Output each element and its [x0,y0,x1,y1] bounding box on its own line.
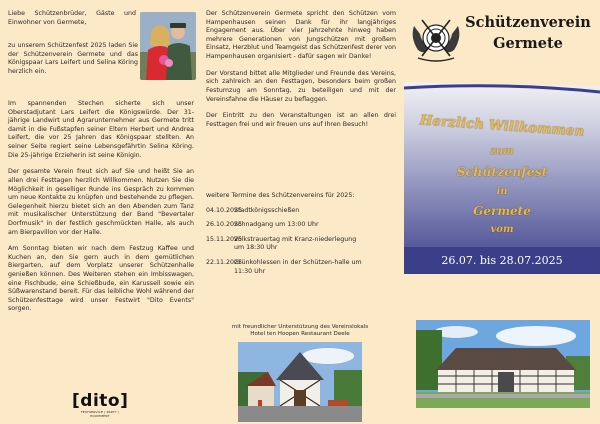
event-date: 22.11.2025 [206,258,243,266]
left-body-text [8,100,194,322]
club-name-line1: Schützenverein [465,14,591,31]
greeting-text: Liebe Schützenbrüder, Gäste und Einwohner von Germete, [8,10,136,26]
welcome-vom: vom [490,224,514,235]
paragraph: Der gesamte Verein freut sich auf Sie und heißt Sie an allen drei Festtagen herzlich Willkommen. Nutzen Sie die Möglichkeit in geselliger Runde ins Gespräch zu kommen um neue Kontakte zu knüpfen und bestehende zu pflegen. Gelegenheit hierzu bietet sich an den Abenden zum Tanz mit musikalischer Unterstützung der Band "Bevertaler Dorfmusik" in der festlich geschmückten Halle, als auch am Bierpavillon vor der Halle. [8,168,194,236]
hotel-photo [238,342,362,422]
event-row [206,207,396,216]
event-text: Stadtkönigsschießen [234,206,300,214]
events-heading: weitere Termine des Schützenvereins für 2025: [206,192,355,199]
dito-logo-text: [dito] [72,391,129,411]
invitation [8,42,138,85]
place-name: Germete [473,204,531,218]
paragraph: Der Schützenverein Germete spricht den Schützen vom Hampenhausen seinen Dank für ihr langjähriges Engagement aus. Über vier Jahrzehnte hinweg haben mehrere Generationen von Jungschützen mit großem Einsatz, Herzblut und Teamgeist das Schützenfest derer von Hampenhausen organisiert - dafür sagen wir Danke! [206,10,396,60]
cover-panel [400,0,600,424]
festival-dates: 26.07. bis 28.07.2025 [404,247,600,274]
event-date: 04.10.2025 [206,206,243,214]
middle-body-text [206,10,396,138]
event-text: Grünkohlessen in der Schützen-halle um 11:30 Uhr [234,258,362,275]
paragraph: Der Eintritt zu den Veranstaltungen ist an allen drei Festtagen frei und wir freuen uns auf Ihren Besuch! [206,112,396,128]
dito-events-logo [72,393,128,417]
welcome-title: Herzlich Willkommen [419,112,585,140]
events-list [206,192,396,282]
support-line: mit freundlicher Unterstützung des Vereinslokals [231,324,369,330]
welcome-zum: zum [490,146,514,157]
event-row [206,221,396,230]
event-text: Volkstrauertag mit Kranz-niederlegung um 18:30 Uhr [234,235,357,252]
paragraph: Am Sonntag bieten wir nach dem Festzug Kaffee und Kuchen an, den Sie gern auch in dem gemütlichen Biergarten, auf dem Vorplatz unserer Schützenhalle genießen können. Des Weiteren stehen ein Imbisswagen, eine Fischbude, eine Schießbude, ein Karussell sowie ein Süßwarenstand bereit. Für das leibliche Wohl während der Schützenfesttage wird unser Festwirt "Dito Events" sorgen. [8,245,194,313]
event-date: 26.10.2025 [206,221,243,229]
middle-panel [200,0,400,424]
invitation-text: zu unserem Schützenfest 2025 laden Sie der Schützenverein Germete und das Königspaar Lars Leifert und Selina Köring herzlich ein. [8,42,138,75]
royal-couple-photo [140,12,196,80]
left-panel [0,0,200,424]
paragraph: Im spannenden Stechen sicherte sich unser Oberstadjutant Lars Leifert die Königswürde. Der 31-jährige Landwirt und Agrarunternehmer aus Germete tritt damit in die Fußstapfen seiner Eltern Herbert und Andrea Leifert, die vor 25 Jahren das Königspaar stellten. An seiner Seite regiert seine Lebensgefährtin Selina Köring. Die 25-jährige Erzieherin ist seine Königin. [8,100,194,159]
event-row [206,259,396,276]
event-date: 15.11.2025 [206,235,243,243]
welcome-in: in [496,186,508,197]
event-text: Schnadgang um 13:00 Uhr [234,221,319,229]
greeting [8,10,136,35]
support-venue: Hotel ten Hoopen Restaurant Deele [250,331,350,337]
club-name-line2: Germete [493,35,563,52]
paragraph: Der Vorstand bittet alle Mitglieder und Freunde des Vereins, sich zahlreich an den Festtagen, besonders beim großen Festumzug am Sonntag, zu beteiligen und mit der Vereinsfahne die Häuser zu beflaggen. [206,69,396,103]
festival-name: Schützenfest [456,164,548,179]
welcome-banner [404,82,600,274]
dito-tagline: FESTSERVICE | PARTY | EQUIPMENT [80,410,120,418]
event-row [206,236,396,253]
club-name [456,12,600,54]
support-note [210,324,390,338]
shooting-hall-photo [416,320,590,408]
